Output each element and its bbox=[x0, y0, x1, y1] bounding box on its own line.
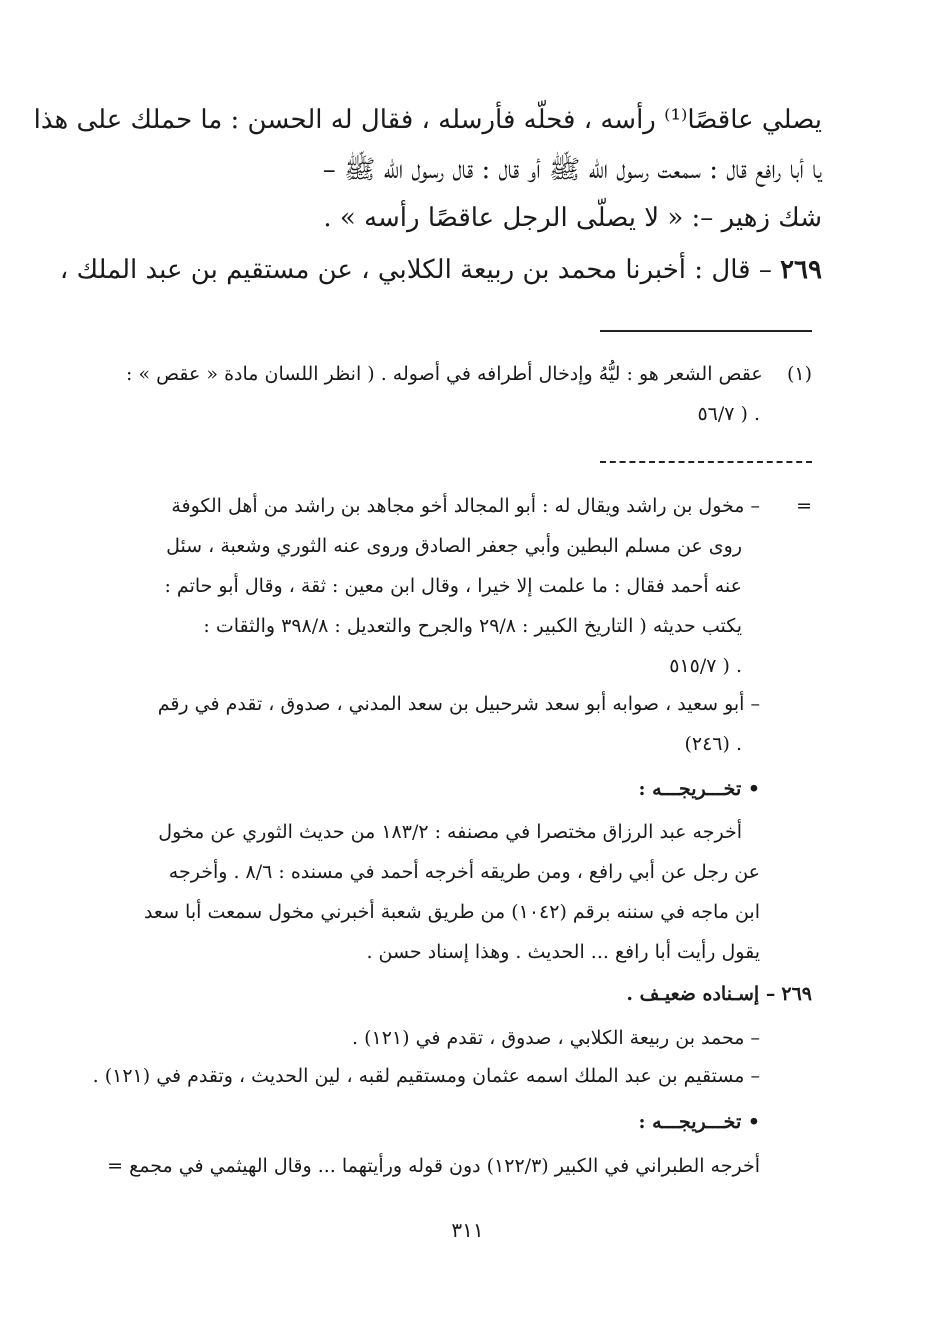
continuation-mark: = bbox=[796, 495, 812, 517]
footnote-line-1 bbox=[126, 360, 812, 388]
main-text-line-3: شك زهير –: « لا يصلّى الرجل عاقصًا رأسه » . bbox=[323, 203, 822, 233]
commentary-line-1: – مخول بن راشد ويقال له : أبو المجالد أخو مجاهد بن راشد من أهل الكوفة bbox=[171, 495, 760, 517]
takhrij-2-line-1: أخرجه الطبراني في الكبير (١٢٢/٣) دون قوله ورأيتهما ... وقال الهيثمي في مجمع = bbox=[107, 1155, 760, 1177]
main-text-line-1: يصلي عاقصًا⁽¹⁾ رأسه ، فحلّه فأرسله ، فقال له الحسن : ما حملك على هذا bbox=[33, 105, 822, 135]
hadith-269-line bbox=[59, 250, 822, 290]
footnote-marker: (١) bbox=[786, 363, 812, 385]
takhrij-1-line-2: عن رجل عن أبي رافع ، ومن طريقه أخرجه أحمد في مسنده : ٨/٦ . وأخرجه bbox=[168, 861, 760, 883]
takhrij-1-line-4: يقول رأيت أبا رافع ... الحديث . وهذا إسناد حسن . bbox=[366, 941, 760, 963]
commentary-line-7: . (٢٤٦) bbox=[684, 733, 742, 755]
hadith-text: – قال : أخبرنا محمد بن ربيعة الكلابي ، عن مستقيم بن عبد الملك ، bbox=[59, 255, 772, 285]
takhrij-heading-2: • تخـــريجـــه : bbox=[638, 1111, 760, 1133]
isnad-grade: – إسـناده ضعيـف . bbox=[626, 983, 776, 1005]
commentary-separator bbox=[600, 461, 812, 463]
footnote-text: عقص الشعر هو : ليُّهُ وإدخال أطرافه في أصوله . ( انظر اللسان مادة « عقص » : bbox=[126, 363, 763, 385]
footnote-separator bbox=[600, 330, 812, 332]
isnad-number: ٢٦٩ bbox=[781, 983, 812, 1005]
narrator-line-1: – محمد بن ربيعة الكلابي ، صدوق ، تقدم في (١٢١) . bbox=[352, 1027, 760, 1049]
commentary-line-6: – أبو سعيد ، صوابه أبو سعد شرحبيل بن سعد المدني ، صدوق ، تقدم في رقم bbox=[157, 693, 760, 715]
commentary-line-2: روى عن مسلم البطين وأبي جعفر الصادق وروى عنه الثوري وشعبة ، سئل bbox=[166, 535, 742, 557]
commentary-line-5: . ( ٥١٥/٧ bbox=[669, 655, 742, 677]
commentary-line-4: يكتب حديثه ( التاريخ الكبير : ٢٩/٨ والجرح والتعديل : ٣٩٨/٨ والثقات : bbox=[203, 615, 742, 637]
takhrij-1-line-3: ابن ماجه في سننه برقم (١٠٤٢) من طريق شعبة أخبرني مخول سمعت أبا سعد bbox=[143, 901, 760, 923]
hadith-number: ٢٦٩ bbox=[780, 255, 822, 285]
takhrij-heading-1: • تخـــريجـــه : bbox=[638, 778, 760, 800]
main-text-line-2: يا أبا رافع قال : سمعت رسول الله ﷺ أو قال : قال رسول الله ﷺ – bbox=[322, 155, 822, 185]
commentary-line-3: عنه أحمد فقال : ما علمت إلا خيرا ، وقال ابن معين : ثقة ، وقال أبو حاتم : bbox=[164, 575, 742, 597]
narrator-line-2: – مستقيم بن عبد الملك اسمه عثمان ومستقيم لقبه ، لين الحديث ، وتقدم في (١٢١) . bbox=[92, 1065, 760, 1087]
isnad-269-line bbox=[540, 980, 812, 1008]
page-number: ٣١١ bbox=[451, 1218, 484, 1242]
takhrij-1-line-1: أخرجه عبد الرزاق مختصرا في مصنفه : ١٨٣/٢ من حديث الثوري عن مخول bbox=[158, 821, 742, 843]
footnote-line-2: . ( ٥٦/٧ bbox=[697, 403, 760, 425]
